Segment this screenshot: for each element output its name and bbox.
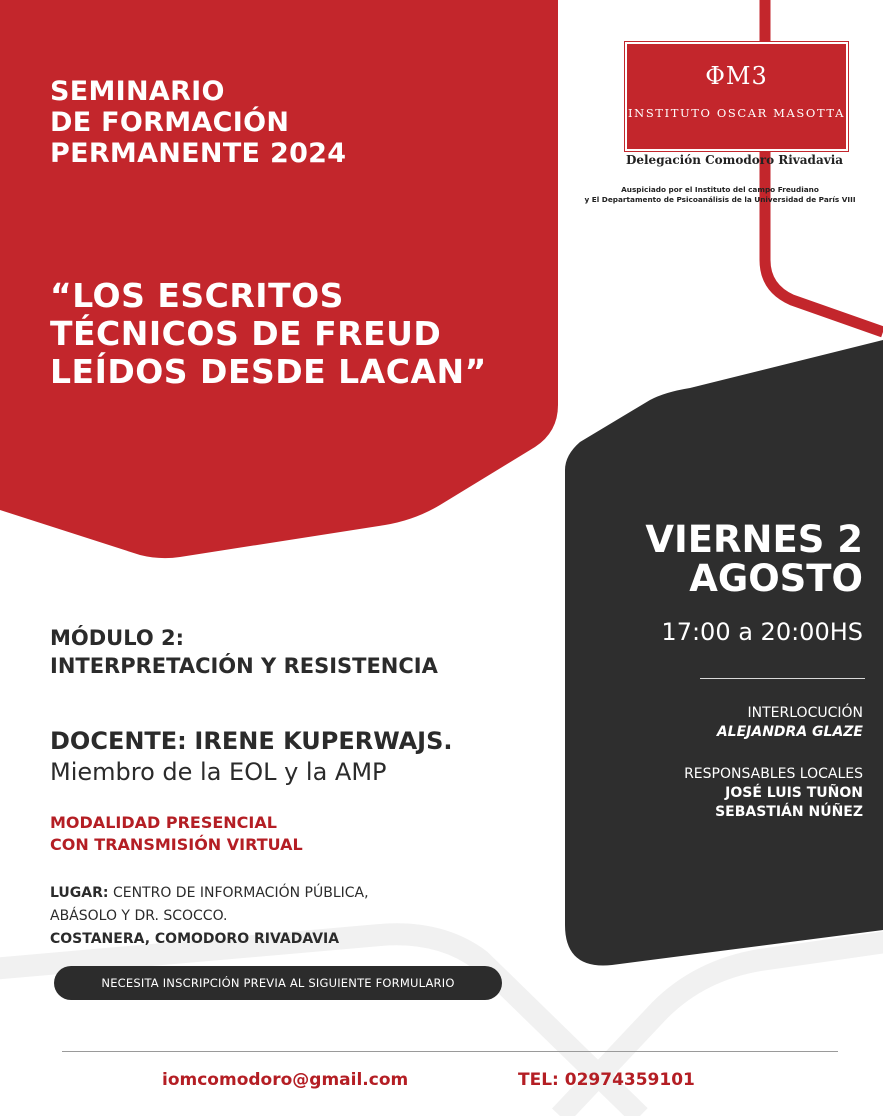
contact-email: iomcomodoro@gmail.com — [162, 1070, 409, 1090]
teacher-name: IRENE KUPERWAJS. — [194, 727, 453, 755]
seminar-line: DE FORMACIÓN — [50, 107, 290, 138]
auspice-line: Auspiciado por el Instituto del campo Freudiano — [621, 185, 819, 194]
modality-line: CON TRANSMISIÓN VIRTUAL — [50, 835, 303, 854]
seminar-heading — [50, 76, 346, 169]
date-month: AGOSTO — [689, 557, 863, 600]
module-number: MÓDULO 2: — [50, 626, 185, 650]
seminar-line: SEMINARIO — [50, 76, 225, 107]
auspice-line: y El Departamento de Psicoanálisis de la Universidad de París VIII — [584, 195, 856, 204]
location-address: ABÁSOLO Y DR. SCOCCO. — [50, 908, 228, 924]
responsable-name: JOSÉ LUIS TUÑON — [725, 785, 863, 801]
logo-symbol: ΦM3 — [705, 62, 768, 90]
modality-line: MODALIDAD PRESENCIAL — [50, 813, 277, 832]
seminar-title — [50, 277, 487, 391]
interlocution-block — [717, 704, 863, 742]
oscar-masotta-logo — [625, 42, 848, 151]
modality-block — [50, 812, 303, 856]
responsable-name: SEBASTIÁN NÚÑEZ — [715, 804, 863, 820]
title-line: TÉCNICOS DE FREUD — [50, 314, 442, 353]
responsables-label: RESPONSABLES LOCALES — [684, 766, 863, 782]
footer-divider — [62, 1051, 838, 1052]
location-line — [50, 882, 369, 905]
logo-institute-name: INSTITUTO OSCAR MASOTTA — [628, 106, 845, 120]
teacher-label: DOCENTE: — [50, 727, 187, 755]
panel-divider — [700, 678, 865, 679]
logo-delegation: Delegación Comodoro Rivadavia — [625, 153, 844, 167]
location-venue: CENTRO DE INFORMACIÓN PÚBLICA, — [112, 885, 369, 901]
interlocution-name: ALEJANDRA GLAZE — [716, 724, 863, 740]
event-date — [645, 520, 863, 598]
teacher-block — [50, 726, 453, 788]
responsables-block — [684, 765, 863, 822]
location-block — [50, 882, 369, 951]
interlocution-label: INTERLOCUCIÓN — [747, 705, 863, 721]
module-topic: INTERPRETACIÓN Y RESISTENCIA — [50, 654, 438, 678]
dark-panel-shape — [565, 340, 883, 966]
teacher-line — [50, 726, 453, 757]
contact-phone: TEL: 02974359101 — [518, 1070, 695, 1090]
registration-note: NECESITA INSCRIPCIÓN PREVIA AL SIGUIENTE FORMULARIO — [54, 966, 502, 1000]
module-heading — [50, 624, 438, 680]
event-time: 17:00 a 20:00HS — [661, 618, 863, 646]
teacher-membership: Miembro de la EOL y la AMP — [50, 758, 387, 786]
date-weekday: VIERNES 2 — [645, 518, 863, 561]
auspice-note — [560, 185, 880, 205]
title-line: LEÍDOS DESDE LACAN” — [50, 352, 487, 391]
seminar-line: PERMANENTE 2024 — [50, 138, 347, 169]
location-label: LUGAR: — [50, 885, 109, 901]
title-line: “LOS ESCRITOS — [50, 276, 344, 315]
location-city: COSTANERA, COMODORO RIVADAVIA — [50, 931, 340, 947]
